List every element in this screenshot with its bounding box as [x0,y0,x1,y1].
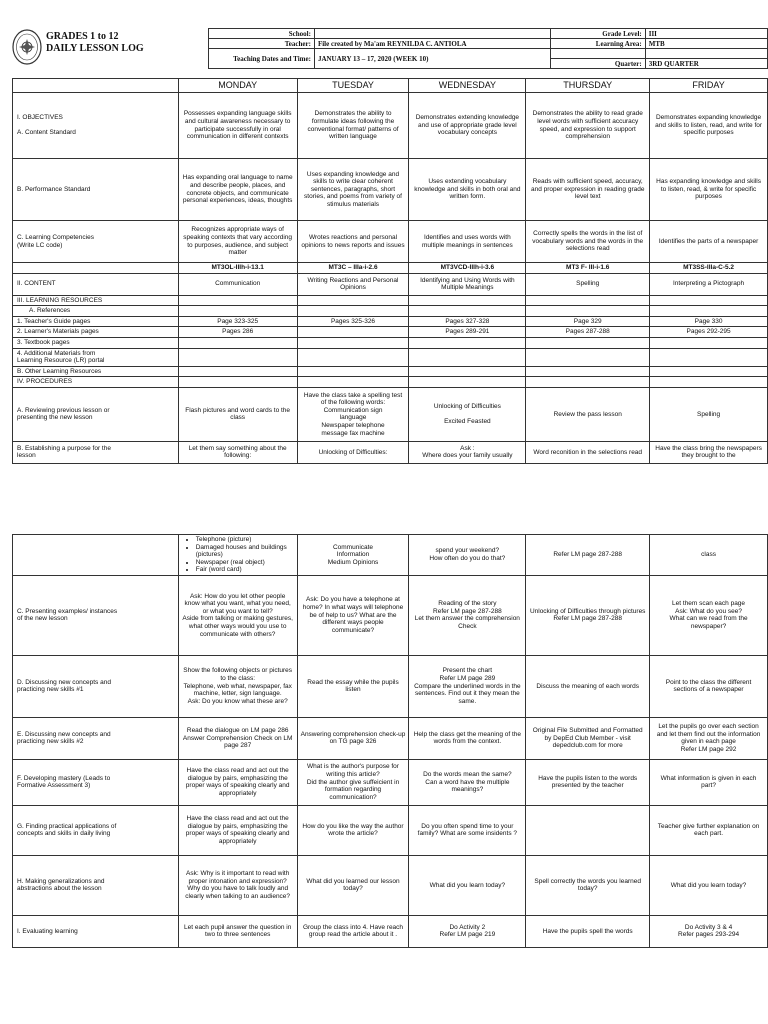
quarter-value: 3RD QUARTER [645,59,767,69]
cell-tuesday: What is the author's purpose for writing this article? Did the author give suffeicient in formation regarding communication? [297,759,409,805]
cell-thursday: Spell correctly the words you learned today? [526,855,650,915]
cell-friday: Spelling [650,387,768,441]
table-row [13,441,768,463]
table-row [13,221,768,263]
row-label: I. OBJECTIVES A. Content Standard [13,93,179,159]
cell-thursday: Have the pupils spell the words [526,915,650,947]
cell-monday: Ask: Why is it important to read with proper intonation and expression? Why do you have to talk loudly and clearly when talking to an audience? [178,855,297,915]
table-row [13,717,768,759]
cell-friday [650,337,768,348]
table-row [13,759,768,805]
cell-wednesday: Help the class get the meaning of the words from the context. [409,717,526,759]
cell-tuesday [297,366,409,377]
brand-title [46,31,144,55]
cell-wednesday [409,337,526,348]
cell-monday: Communication [178,273,297,295]
cell-wednesday: Present the chart Refer LM page 289 Compare the underlined words in the sentences. Find out it they mean the same. [409,655,526,717]
cell-friday [650,306,768,317]
lesson-log-table-1 [12,78,768,464]
cell-tuesday: Unlocking of Difficulties: [297,441,409,463]
cell-monday: Have the class read and act out the dialogue by pairs, emphasizing the proper ways of speaking clearly and appropriately [178,805,297,855]
cell-wednesday: Pages 289-291 [409,327,526,338]
cell-thursday: Pages 287-288 [526,327,650,338]
day-monday: MONDAY [178,79,297,93]
day-wednesday: WEDNESDAY [409,79,526,93]
day-friday: FRIDAY [650,79,768,93]
cell-monday: Pages 286 [178,327,297,338]
dates-label: Teaching Dates and Time: [209,49,315,69]
cell-wednesday [409,377,526,388]
cell-friday: Has expanding knowledge and skills to listen, read, & write for specific purposes [650,159,768,221]
row-label: IV. PROCEDURES [13,377,179,388]
cell-tuesday [297,295,409,306]
cell-thursday: MT3 F- III-i-1.6 [526,263,650,274]
cell-thursday: Original File Submitted and Formatted by DepEd Club Member - visit depedclub.com for more [526,717,650,759]
cell-thursday: Refer LM page 287-288 [526,535,650,576]
row-label: 1. Teacher's Guide pages [13,316,179,327]
cell-friday [650,366,768,377]
lesson-log-page-1 [0,0,768,470]
cell-tuesday: Demonstrates the ability to formulate ideas following the conventional format/ patterns of written language [297,93,409,159]
cell-friday [650,377,768,388]
table-row [13,535,768,576]
deped-seal-icon [12,28,42,66]
cell-thursday [526,805,650,855]
table-row [13,316,768,327]
row-label [13,263,179,274]
table-row [13,263,768,274]
cell-friday: Point to the class the different sections of a newspaper [650,655,768,717]
cell-thursday [526,377,650,388]
cell-thursday: Discuss the meaning of each words [526,655,650,717]
cell-friday: Let them scan each page Ask: What do you see? What can we read from the newspaper? [650,575,768,655]
cell-monday: Possesses expanding language skills and cultural awareness necessary to participate successfully in oral communication in different contexts [178,93,297,159]
teacher-value: File created by Ma'am REYNILDA C. ANTIOLA [314,39,550,49]
cell-wednesday: MT3VCD-IIIh-i-3.6 [409,263,526,274]
quarter-label: Quarter: [550,59,645,69]
cell-friday: Let the pupils go over each section and let them find out the information given in each page Refer LM page 292 [650,717,768,759]
teacher-label: Teacher: [209,39,315,49]
table-row [13,327,768,338]
cell-tuesday: Wrotes reactions and personal opinions to news reports and issues [297,221,409,263]
cell-friday: Page 330 [650,316,768,327]
cell-monday: Page 323-325 [178,316,297,327]
cell-tuesday [297,337,409,348]
cell-tuesday: Pages 325-326 [297,316,409,327]
table-row [13,348,768,366]
table-row [13,295,768,306]
school-value [314,29,550,39]
cell-friday: Pages 292-295 [650,327,768,338]
row-label: 3. Textbook pages [13,337,179,348]
cell-thursday: Have the pupils listen to the words presented by the teacher [526,759,650,805]
brand-line2: DAILY LESSON LOG [46,43,144,54]
cell-tuesday: MT3C – IIIa-i-2.6 [297,263,409,274]
cell-wednesday: Ask : Where does your family usually [409,441,526,463]
brand-line1: GRADES 1 to 12 [46,31,119,42]
cell-monday: Ask: How do you let other people know what you want, what you need, or what you want to tell? Aside from talking or making gestures, what other ways would you use to communicate with others? [178,575,297,655]
cell-thursday [526,366,650,377]
cell-wednesday: Do the words mean the same? Can a word have the multiple meanings? [409,759,526,805]
cell-tuesday [297,327,409,338]
cell-tuesday [297,377,409,388]
cell-wednesday: Reading of the story Refer LM page 287-288 Let them answer the comprehension Check [409,575,526,655]
cell-tuesday: How do you like the way the author wrote the article? [297,805,409,855]
row-label: A. References [13,306,179,317]
table-row [13,377,768,388]
row-label: G. Finding practical applications of concepts and skills in daily living [13,805,179,855]
cell-wednesday: Identifying and Using Words with Multiple Meanings [409,273,526,295]
cell-friday: Do Activity 3 & 4 Refer pages 293-294 [650,915,768,947]
row-label: 2. Learner's Materials pages [13,327,179,338]
cell-thursday: Reads with sufficient speed, accuracy, and proper expression in reading grade level text [526,159,650,221]
cell-monday [178,337,297,348]
cell-thursday [526,306,650,317]
table-row [13,337,768,348]
cell-tuesday: Ask: Do you have a telephone at home? In what ways will telephone be of help to us? What are the different ways people communicate? [297,575,409,655]
cell-tuesday: Answering comprehension check-up on TG page 326 [297,717,409,759]
cell-monday [178,348,297,366]
cell-thursday: Demonstrates the ability to read grade level words with sufficient accuracy speed, and expression to support comprehension [526,93,650,159]
row-label: E. Discussing new concepts and practicing new skills #2 [13,717,179,759]
cell-friday: Identifies the parts of a newspaper [650,221,768,263]
lesson-log-page-2 [0,530,768,1024]
cell-friday: class [650,535,768,576]
row-label: III. LEARNING RESOURCES [13,295,179,306]
table-row [13,366,768,377]
cell-tuesday: Read the essay while the pupils listen [297,655,409,717]
header-info-table [208,28,768,69]
row-label: I. Evaluating learning [13,915,179,947]
list-item: • Damaged houses and buildings (pictures) [196,544,294,559]
cell-monday: Show the following objects or pictures to the class: Telephone, web what, newspaper, fax machine, letter, sign language. Ask: Do you know what these are? [178,655,297,717]
row-label: B. Performance Standard [13,159,179,221]
dates-value: JANUARY 13 – 17, 2020 (WEEK 10) [314,49,550,69]
materials-list [182,536,294,574]
row-label: A. Reviewing previous lesson or presenting the new lesson [13,387,179,441]
cell-monday [178,366,297,377]
cell-wednesday: What did you learn today? [409,855,526,915]
row-label: D. Discussing new concepts and practicing new skills #1 [13,655,179,717]
area-value: MTB [645,39,767,49]
row-label: 4. Additional Materials from Learning Resource (LR) portal [13,348,179,366]
cell-monday: Read the dialogue on LM page 286 Answer Comprehension Check on LM page 287 [178,717,297,759]
table-row [13,159,768,221]
grade-value: III [645,29,767,39]
cell-wednesday: Pages 327-328 [409,316,526,327]
row-label: C. Learning Competencies (Write LC code) [13,221,179,263]
cell-tuesday: Uses expanding knowledge and skills to write clear coherent sentences, paragraphs, short stories, and poems from variety of stimulus materials [297,159,409,221]
cell-tuesday: Writing Reactions and Personal Opinions [297,273,409,295]
table-row [13,915,768,947]
row-label: C. Presenting examples/ instances of the new lesson [13,575,179,655]
cell-tuesday [297,348,409,366]
list-item: • Fair (word card) [196,566,294,574]
table-row [13,306,768,317]
grade-label: Grade Level: [550,29,645,39]
cell-wednesday [409,366,526,377]
cell-friday: Have the class bring the newspapers they brought to the [650,441,768,463]
cell-monday: Have the class read and act out the dialogue by pairs, emphasizing the proper ways of speaking clearly and appropriately [178,759,297,805]
list-item: • Telephone (picture) [196,536,294,544]
cell-thursday [526,337,650,348]
cell-monday [178,306,297,317]
cell-monday: MT3OL-IIIh-i-13.1 [178,263,297,274]
cell-monday: Let each pupil answer the question in two to three sentences [178,915,297,947]
cell-wednesday: Uses extending vocabulary knowledge and skills in both oral and written form. [409,159,526,221]
cell-thursday: Correctly spells the words in the list of vocabulary words and the words in the selections read [526,221,650,263]
lesson-log-table-2 [12,534,768,948]
header [12,28,768,72]
cell-thursday: Page 329 [526,316,650,327]
cell-wednesday: spend your weekend? How often do you do that? [409,535,526,576]
cell-wednesday: Identifies and uses words with multiple meanings in sentences [409,221,526,263]
cell-friday: Interpreting a Pictograph [650,273,768,295]
cell-monday [178,377,297,388]
table-row [13,655,768,717]
row-label: H. Making generalizations and abstractions about the lesson [13,855,179,915]
cell-friday: What information is given in each part? [650,759,768,805]
row-label [13,535,179,576]
cell-wednesday [409,348,526,366]
cell-monday: Flash pictures and word cards to the class [178,387,297,441]
table-row [13,805,768,855]
cell-tuesday: Have the class take a spelling test of the following words: Communication sign language Newspaper telephone message fax machine [297,387,409,441]
cell-tuesday: What did you learned our lesson today? [297,855,409,915]
cell-wednesday: Do Activity 2 Refer LM page 219 [409,915,526,947]
table-row [13,93,768,159]
list-item: • Newspaper (real object) [196,559,294,567]
cell-monday [178,535,297,576]
cell-wednesday [409,295,526,306]
day-thursday: THURSDAY [526,79,650,93]
cell-friday: MT3SS-IIIa-C-5.2 [650,263,768,274]
cell-tuesday: Group the class into 4. Have reach group read the article about it . [297,915,409,947]
cell-friday [650,348,768,366]
cell-wednesday [409,306,526,317]
day-tuesday: TUESDAY [297,79,409,93]
cell-wednesday: Demonstrates extending knowledge and use of appropriate grade level vocabulary concepts [409,93,526,159]
row-label: B. Establishing a purpose for the lesson [13,441,179,463]
row-label: II. CONTENT [13,273,179,295]
cell-friday: Teacher give further explanation on each part. [650,805,768,855]
table-row [13,387,768,441]
cell-monday: Let them say something about the following: [178,441,297,463]
cell-wednesday: Unlocking of Difficulties Excited Feasted [409,387,526,441]
cell-thursday: Review the pass lesson [526,387,650,441]
cell-thursday: Unlocking of Difficulties through pictures Refer LM page 287-288 [526,575,650,655]
cell-friday: Demonstrates expanding knowledge and skills to listen, read, and write for specific purposes [650,93,768,159]
table-row [13,855,768,915]
day-header-row [13,79,768,93]
table-row [13,273,768,295]
cell-monday: Has expanding oral language to name and describe people, places, and concrete objects, and communicate personal experiences, ideas, thoughts [178,159,297,221]
cell-friday [650,295,768,306]
cell-thursday: Word reconition in the selections read [526,441,650,463]
cell-thursday [526,348,650,366]
cell-monday: Recognizes appropriate ways of speaking contexts that vary according to purposes, audience, and subject matter [178,221,297,263]
cell-tuesday: Communicate Information Medium Opinions [297,535,409,576]
cell-wednesday: Do you often spend time to your family? What are some insidents ? [409,805,526,855]
row-label: B. Other Learning Resources [13,366,179,377]
area-label: Learning Area: [550,39,645,49]
cell-thursday [526,295,650,306]
cell-tuesday [297,306,409,317]
cell-thursday: Spelling [526,273,650,295]
row-label: F. Developing mastery (Leads to Formative Assessment 3) [13,759,179,805]
table-row [13,575,768,655]
school-label: School: [209,29,315,39]
cell-friday: What did you learn today? [650,855,768,915]
cell-monday [178,295,297,306]
